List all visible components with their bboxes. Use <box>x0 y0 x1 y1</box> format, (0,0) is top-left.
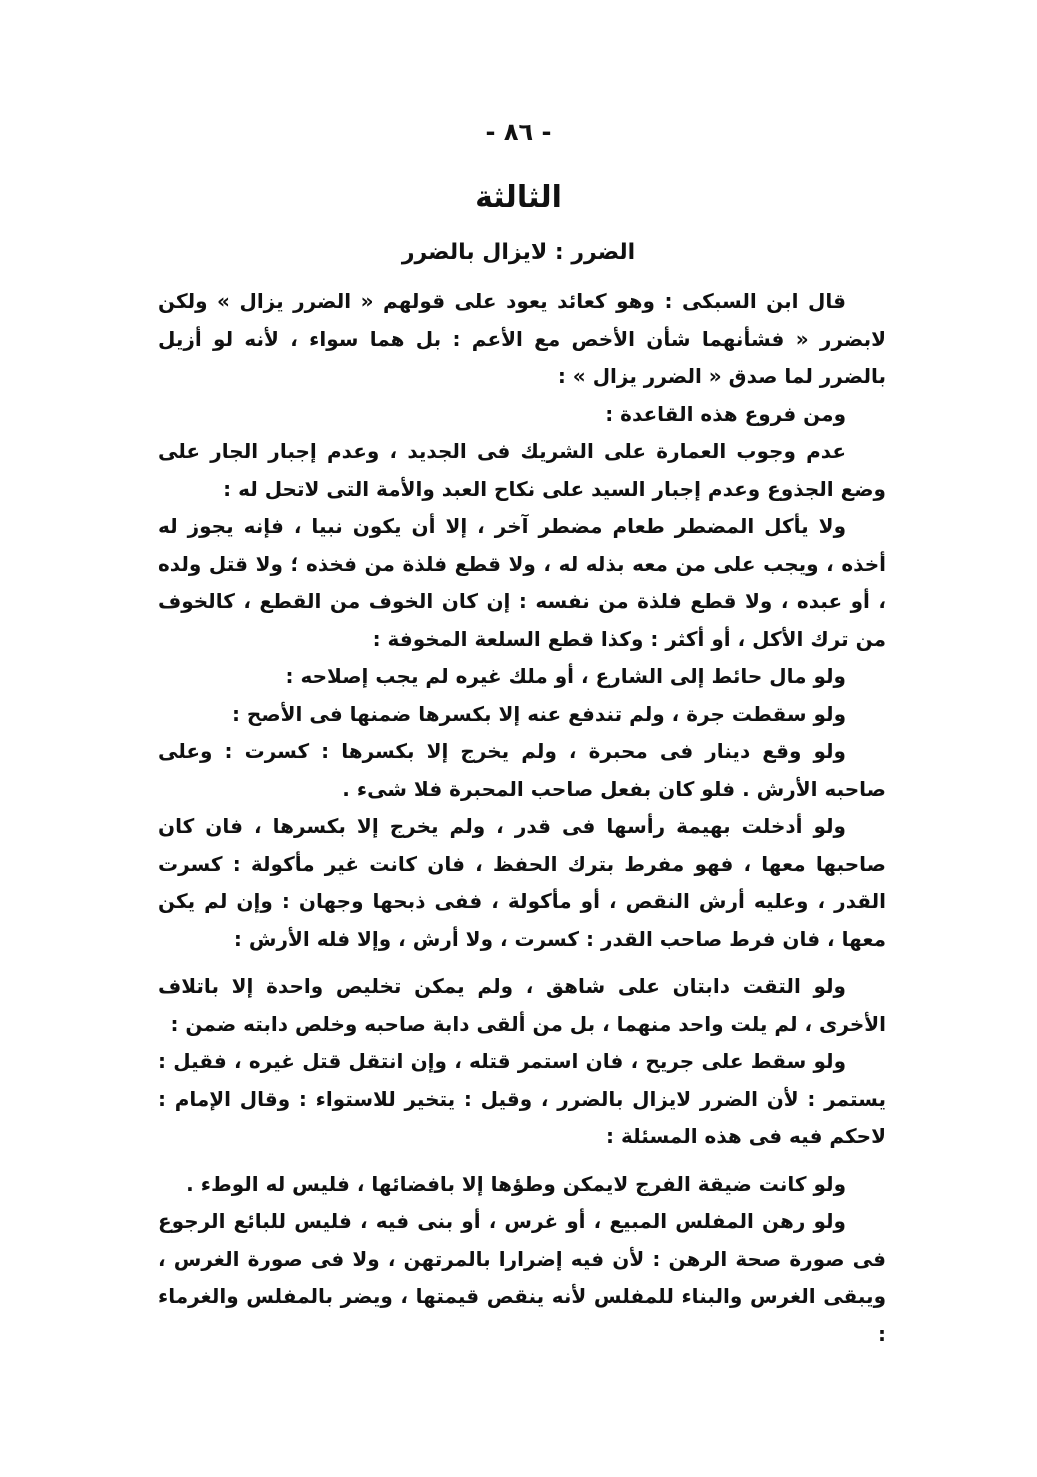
page-number: - ٨٦ - <box>485 118 552 146</box>
paragraph: ولو سقط على جريح ، فان استمر قتله ، وإن انتقل قتل غيره ، فقيل : يستمر : لأن الضرر لايزال بالضرر ، وقيل : يتخير للاستواء : وقال الإمام : لاحكم فيه فى هذه المسئلة : <box>158 1049 886 1148</box>
paragraph: ولو وقع دينار فى محبرة ، ولم يخرج إلا بكسرها : كسرت : وعلى صاحبه الأرش . فلو كان بفعل صاحب المحبرة فلا شىء . <box>158 739 886 801</box>
paragraph: قال ابن السبكى : وهو كعائد يعود على قولهم « الضرر يزال » ولكن لابضرر « فشأنهما شأن الأخص مع الأعم : بل هما سواء ، لأنه لو أزيل بالضرر لما صدق « الضرر يزال » : <box>158 289 886 388</box>
paragraph: عدم وجوب العمارة على الشريك فى الجديد ، وعدم إجبار الجار على وضع الجذوع وعدم إجبار السيد على نكاح العبد والأمة التى لاتحل له : <box>158 439 886 501</box>
paragraph: ولو سقطت جرة ، ولم تندفع عنه إلا بكسرها ضمنها فى الأصح : <box>231 701 846 726</box>
chapter-title: الثالثة <box>475 180 562 215</box>
paragraph: ولو مال حائط إلى الشارع ، أو ملك غيره لم يجب إصلاحه : <box>285 664 846 688</box>
paragraph: ولو كانت ضيقة الفرج لايمكن وطؤها إلا بافضائها ، فليس له الوطء . <box>186 1171 846 1196</box>
paragraph: ولو رهن المفلس المبيع ، أو غرس ، أو بنى فيه ، فليس للبائع الرجوع فى صورة صحة الرهن : لأن فيه إضرارا بالمرتهن ، ولا فى صورة الغرس ، ويبقى الغرس والبناء للمفلس لأنه ينقص قيمتها ، ويضر بالمفلس والغرماء : <box>158 1209 886 1346</box>
paragraph: ومن فروع هذه القاعدة : <box>605 401 846 426</box>
paragraph: ولو التقت دابتان على شاهق ، ولم يمكن تخليص واحدة إلا باتلاف الأخرى ، لم يلت واحد منهما ، بل من ألقى دابة صاحبه وخلص دابته ضمن : <box>158 974 886 1036</box>
body-text <box>158 283 886 1353</box>
paragraph: ولو أدخلت بهيمة رأسها فى قدر ، ولم يخرج إلا بكسرها ، فان كان صاحبها معها ، فهو مفرط بترك الحفظ ، فان كانت غير مأكولة : كسرت القدر ، وعليه أرش النقص ، أو مأكولة ، ففى ذبحها وجهان : وإن لم يكن معها ، فان فرط صاحب القدر : كسرت ، ولا أرش ، وإلا فله الأرش : <box>158 814 886 951</box>
paragraph: ولا يأكل المضطر طعام مضطر آخر ، إلا أن يكون نبيا ، فإنه يجوز له أخذه ، ويجب على من معه بذله له ، ولا قطع فلذة من فخذه ؛ ولا قتل ولده ، أو عبده ، ولا قطع فلذة من نفسه : إن كان الخوف من القطع ، كالخوف من ترك الأكل ، أو أكثر : وكذا قطع السلعة المخوفة : <box>158 514 886 651</box>
rule-subtitle: الضرر : لايزال بالضرر <box>401 240 636 265</box>
